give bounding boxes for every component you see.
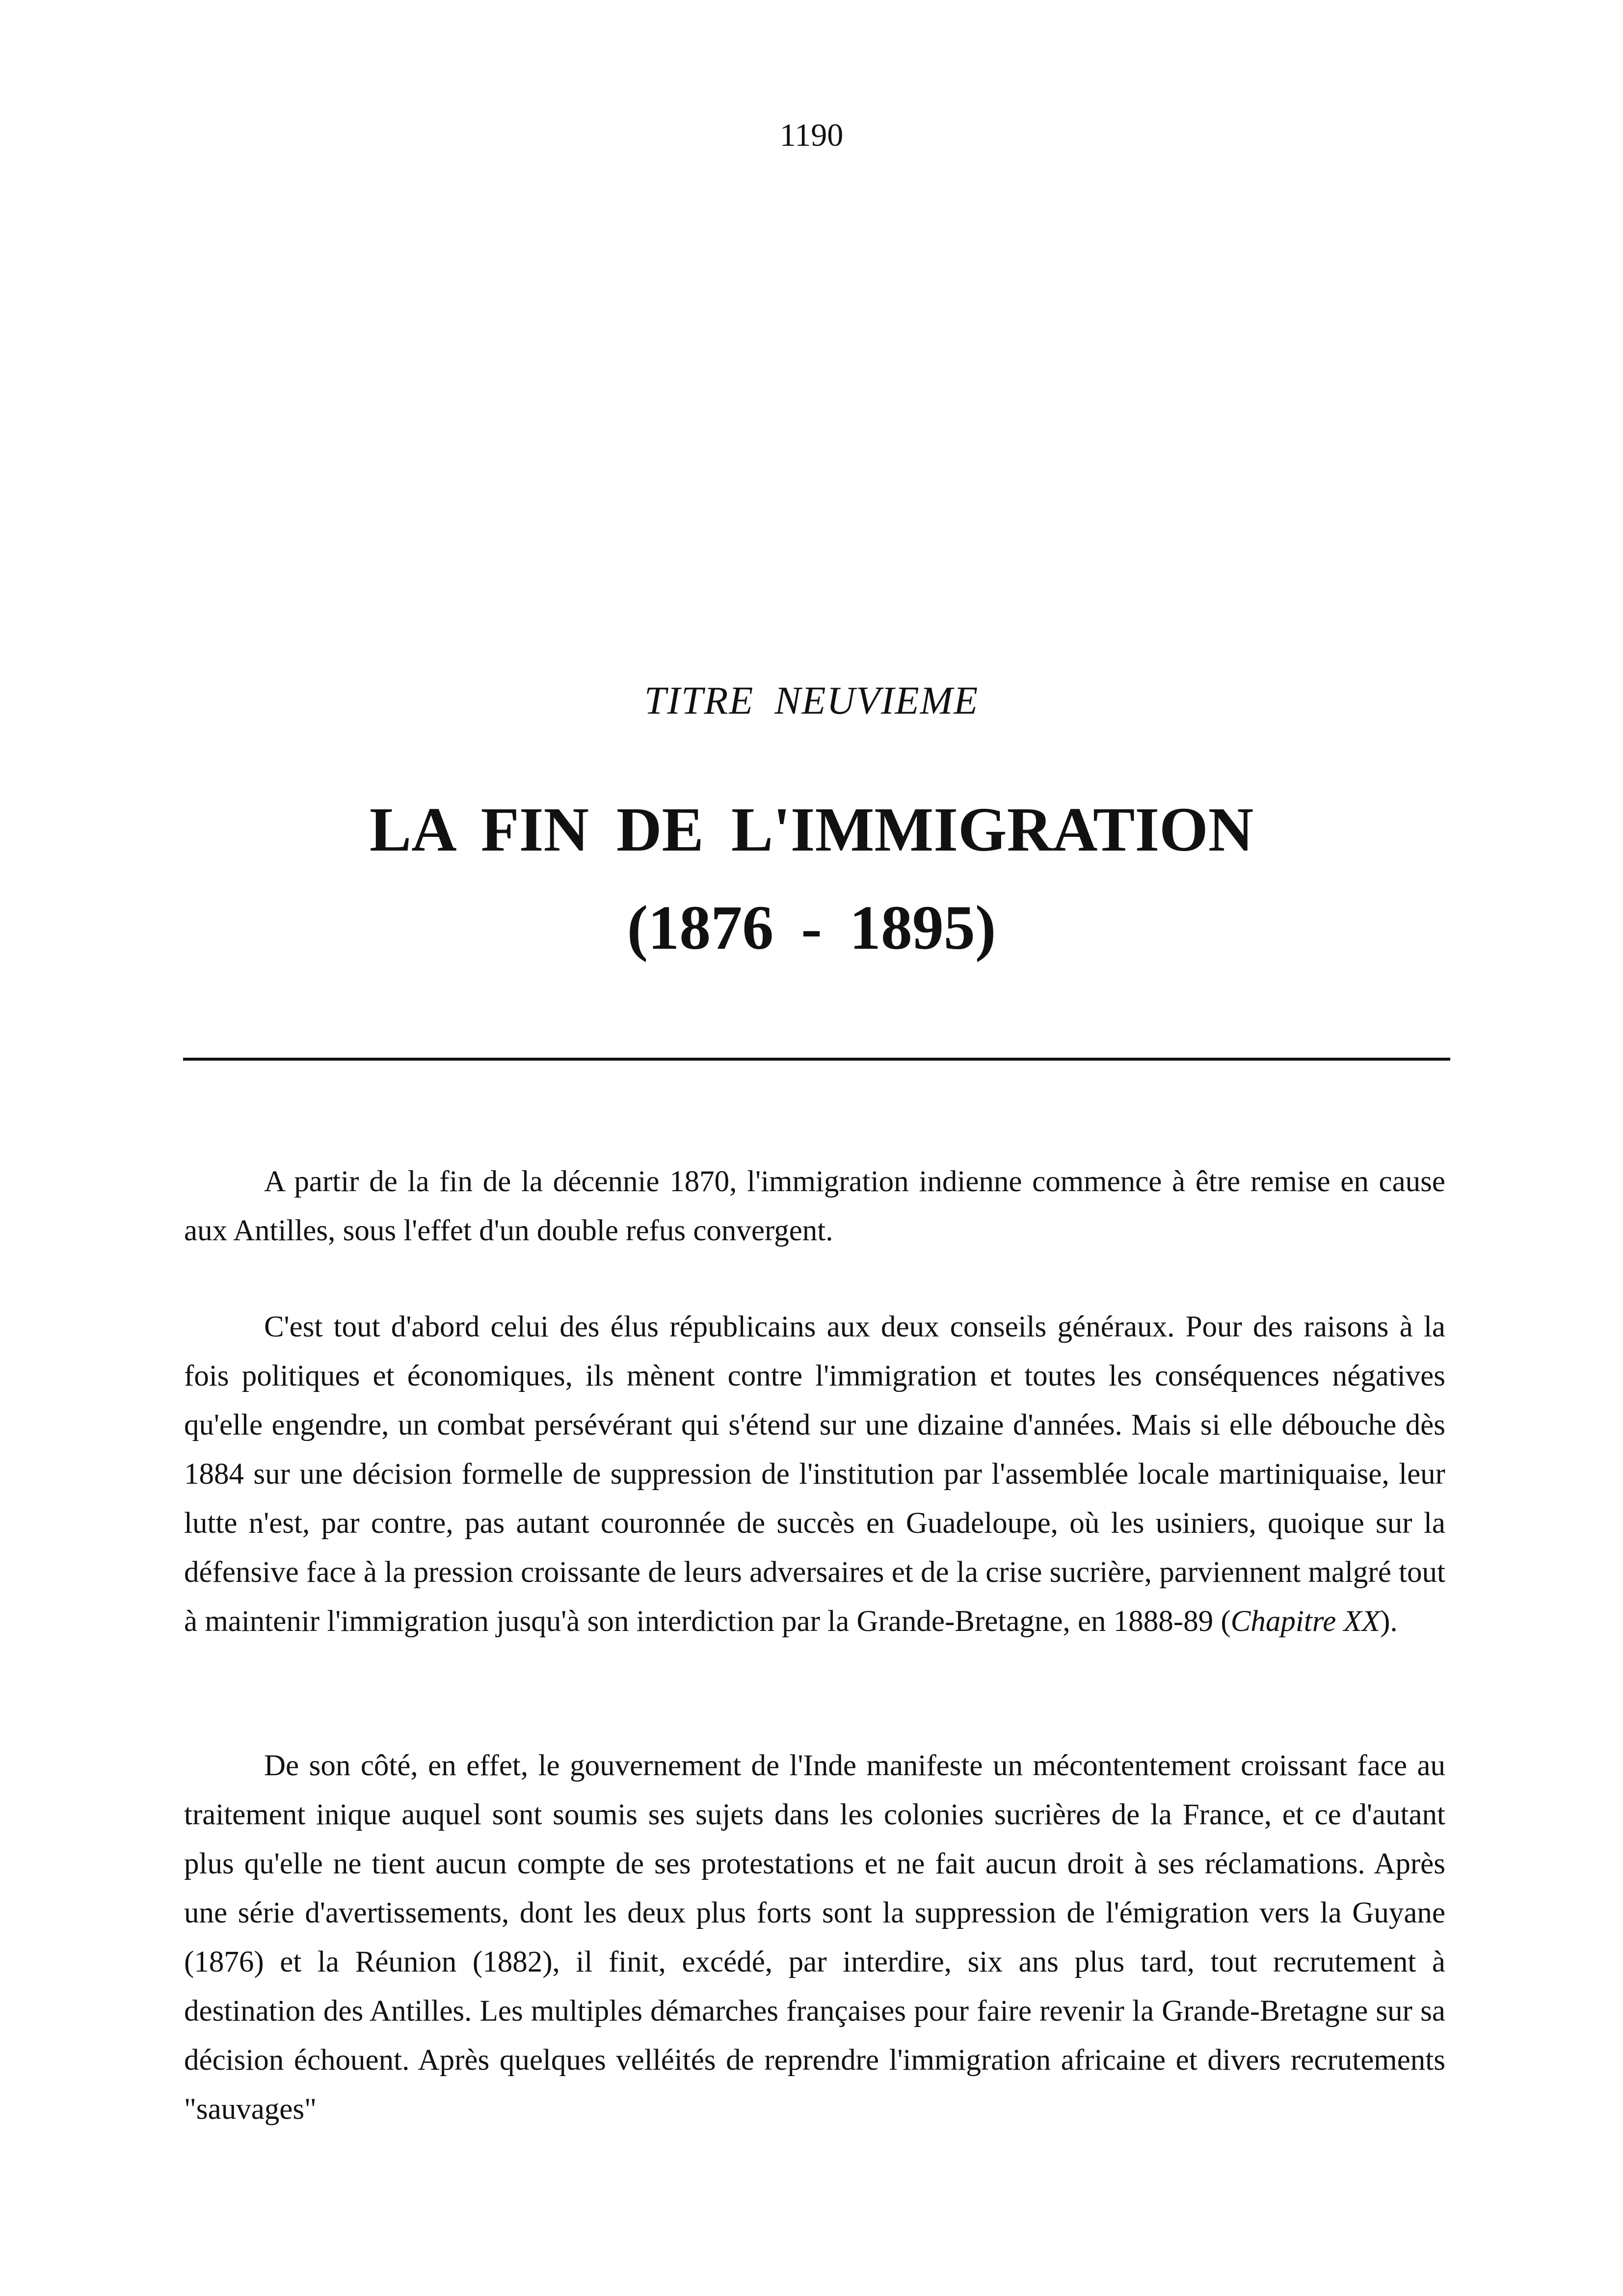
paragraph-text: ). [1380,1605,1398,1638]
chapter-title-dates: (1876 - 1895) [627,893,996,962]
page-number: 1190 [779,117,844,153]
chapter-reference: Chapitre XX [1230,1605,1381,1638]
paragraph [184,1303,1445,1646]
paragraph-text: C'est tout d'abord celui des élus républicains aux deux conseils généraux. Pour des raisons à la fois politiques et économiques, ils mènent contre l'immigration et toutes les conséquences négatives qu'elle engendre, un combat persévérant qui s'étend sur une dizaine d'années. Mais si elle débouche dès 1884 sur une décision formelle de suppression de l'institution par l'assemblée locale martiniquaise, leur lutte n'est, par contre, pas autant couronnée de succès en Guadeloupe, où les usiniers, quoique sur la défensive face à la pression croissante de leurs adversaires et de la crise sucrière, parviennent malgré tout à maintenir l'immigration jusqu'à son interdiction par la Grande-Bretagne, en 1888-89 ( [184,1310,1445,1638]
paragraph: De son côté, en effet, le gouvernement de l'Inde manifeste un mécontentement croissant face au traitement inique auquel sont soumis ses sujets dans les colonies sucrières de la France, et ce d'autant plus qu'elle ne tient aucun compte de ses protestations et ne fait aucun droit à ses réclamations. Après une série d'avertissements, dont les deux plus forts sont la suppression de l'émigration vers la Guyane (1876) et la Réunion (1882), il finit, excédé, par interdire, six ans plus tard, tout recrutement à destination des Antilles. Les multiples démarches françaises pour faire revenir la Grande-Bretagne sur sa décision échouent. Après quelques velléités de reprendre l'immigration africaine et divers recrutements "sauvages" [184,1749,1445,2126]
chapter-title [0,780,1623,977]
chapter-title-line-1: LA FIN DE L'IMMIGRATION [369,795,1254,864]
section-heading: TITRE NEUVIEME [644,679,979,722]
horizontal-rule [183,1058,1450,1061]
paragraph: A partir de la fin de la décennie 1870, l'immigration indienne commence à être remise en cause aux Antilles, sous l'effet d'un double refus convergent. [184,1165,1445,1247]
